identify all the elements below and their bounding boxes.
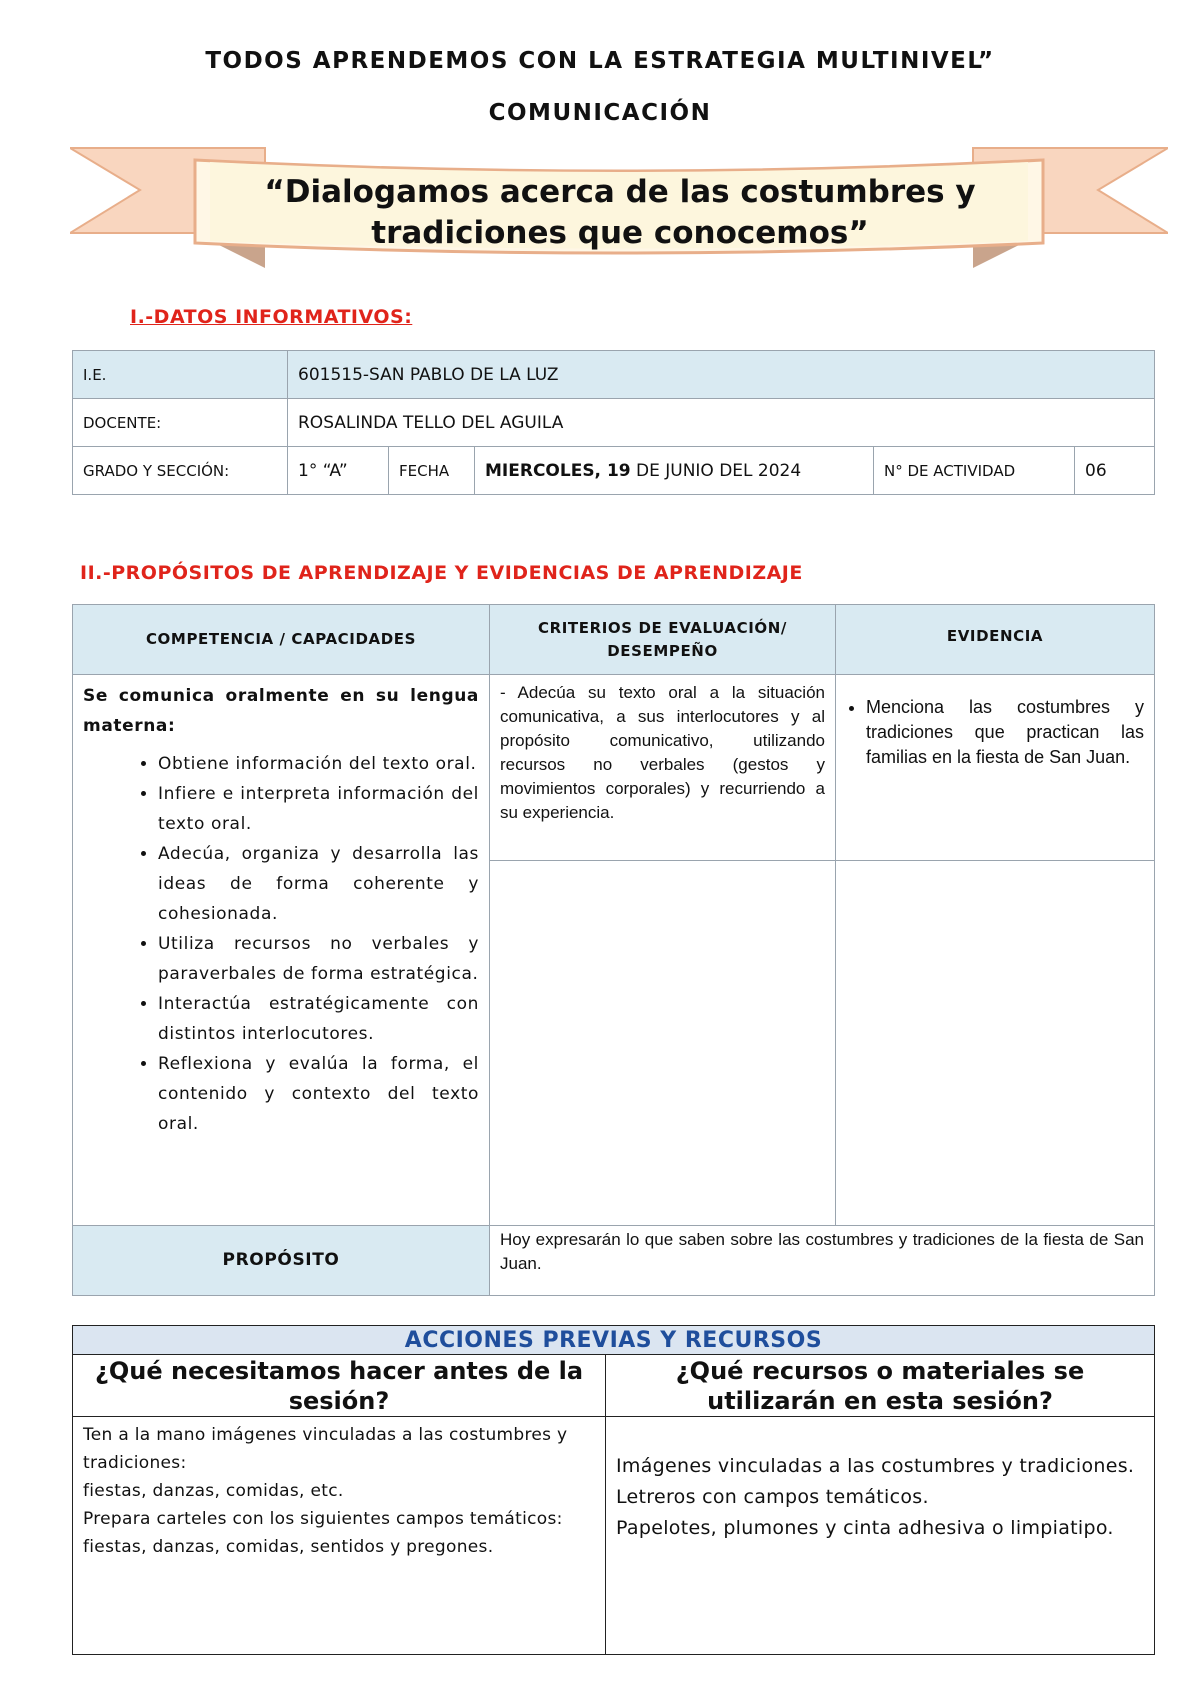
empty-evidencia-cell [836, 861, 1155, 1226]
document-title: TODOS APRENDEMOS CON LA ESTRATEGIA MULTINIVEL” [205, 48, 995, 74]
preparation-line: Prepara carteles con los siguientes campos temáticos: fiestas, danzas, comidas, sentidos y pregones. [83, 1509, 563, 1557]
ie-value: 601515-SAN PABLO DE LA LUZ [288, 351, 1155, 399]
criterios-header-line2: DESEMPEÑO [607, 641, 718, 660]
actividad-label: N° DE ACTIVIDAD [874, 447, 1075, 495]
criterios-header-line1: CRITERIOS DE EVALUACIÓN/ [537, 618, 788, 637]
preparation-cell [73, 1417, 606, 1655]
fecha-day: MIERCOLES, 19 [485, 460, 631, 481]
resource-line: Papelotes, plumones y cinta adhesiva o limpiatipo. [616, 1517, 1114, 1539]
competencia-text: Se comunica oralmente en su lengua materna: [83, 686, 479, 736]
subject-title: COMUNICACIÓN [488, 100, 712, 126]
resources-cell [606, 1417, 1155, 1655]
empty-criterio-cell [490, 861, 836, 1226]
question-resources: ¿Qué recursos o materiales se utilizarán en esta sesión? [606, 1355, 1155, 1417]
acciones-title: ACCIONES PREVIAS Y RECURSOS [73, 1326, 1155, 1355]
resource-line: Letreros con campos temáticos. [616, 1486, 929, 1508]
proposito-label: PROPÓSITO [73, 1226, 490, 1296]
capacidad-item: • Utiliza recursos no verbales y paraverbales de forma estratégica. [158, 929, 479, 989]
evidencia-header: EVIDENCIA [836, 605, 1155, 675]
evidencia-text: • Menciona las costumbres y tradiciones que practican las familias en la fiesta de San Juan. [866, 695, 1144, 770]
competencia-cell [73, 675, 490, 1226]
capacidades-list [83, 749, 479, 1139]
criterios-header [490, 605, 836, 675]
preparation-line: fiestas, danzas, comidas, etc. [83, 1481, 344, 1501]
capacidad-item: • Infiere e interpreta información del texto oral. [158, 779, 479, 839]
session-title-line1: “Dialogamos acerca de las costumbres y [264, 174, 976, 210]
proposito-text: Hoy expresarán lo que saben sobre las costumbres y tradiciones de la fiesta de San Juan. [490, 1226, 1155, 1296]
acciones-table [72, 1325, 1155, 1655]
capacidad-item: • Adecúa, organiza y desarrolla las ideas de forma coherente y cohesionada. [158, 839, 479, 929]
competencia-header: COMPETENCIA / CAPACIDADES [73, 605, 490, 675]
question-before-session: ¿Qué necesitamos hacer antes de la sesión? [73, 1355, 606, 1417]
evidencia-cell [836, 675, 1155, 861]
section-1-title: I.-DATOS INFORMATIVOS: [130, 306, 413, 328]
section-2-title: II.-PROPÓSITOS DE APRENDIZAJE Y EVIDENCIAS DE APRENDIZAJE [80, 562, 803, 584]
resource-line: Imágenes vinculadas a las costumbres y tradiciones. [616, 1455, 1135, 1477]
grado-label: GRADO Y SECCIÓN: [73, 447, 288, 495]
capacidad-item: • Interactúa estratégicamente con distintos interlocutores. [158, 989, 479, 1049]
actividad-value: 06 [1075, 447, 1155, 495]
fecha-label: FECHA [389, 447, 475, 495]
fecha-rest: DE JUNIO DEL 2024 [630, 460, 802, 481]
capacidad-item: • Obtiene información del texto oral. [158, 749, 479, 779]
preparation-line: Ten a la mano imágenes vinculadas a las costumbres y tradiciones: [83, 1425, 568, 1473]
session-title [230, 172, 1010, 254]
fecha-value [475, 447, 874, 495]
grado-value: 1° “A” [288, 447, 389, 495]
docente-value: ROSALINDA TELLO DEL AGUILA [288, 399, 1155, 447]
docente-label: DOCENTE: [73, 399, 288, 447]
informative-data-table [72, 350, 1155, 495]
criterio-text: - Adecúa su texto oral a la situación comunicativa, a sus interlocutores y al propósito comunicativo, utilizando recursos no verbales (gestos y movimientos corporales) y recurriendo a su experiencia. [490, 675, 836, 861]
ie-label: I.E. [73, 351, 288, 399]
capacidad-item: • Reflexiona y evalúa la forma, el contenido y contexto del texto oral. [158, 1049, 479, 1139]
purposes-table [72, 604, 1155, 1296]
session-title-line2: tradiciones que conocemos” [371, 215, 869, 251]
